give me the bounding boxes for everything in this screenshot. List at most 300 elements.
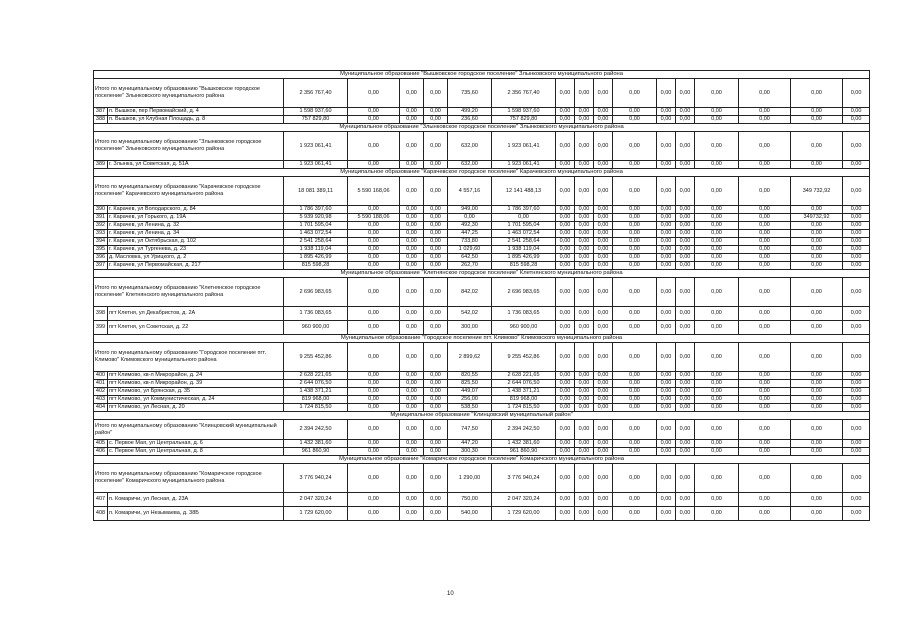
value-cell: 2 644 076,50 [284,380,348,388]
subtotal-cell: 0,00 [556,420,575,440]
value-cell: 0,00 [739,108,791,116]
value-cell: 0,00 [739,448,791,456]
value-cell: 0,00 [348,307,400,321]
value-cell: 0,00 [676,440,695,448]
value-cell: 0,00 [739,246,791,254]
subtotal-cell: 0,00 [843,420,870,440]
subtotal-cell: 0,00 [676,177,695,206]
value-cell: 349732,92 [791,214,843,222]
value-cell: 0,00 [400,448,424,456]
address-cell: г. Карачев, ул Ленина, д. 32 [108,222,284,230]
address-cell: г. Карачев, ул Горького, д. 19А [108,214,284,222]
subtotal-cell: 747,50 [448,420,492,440]
subtotal-cell: 0,00 [594,464,613,493]
value-cell: 0,00 [575,230,594,238]
subtotal-cell: 0,00 [348,343,400,372]
value-cell: 0,00 [594,372,613,380]
value-cell: 0,00 [556,222,575,230]
value-cell: 819 968,00 [284,396,348,404]
value-cell: 0,00 [791,108,843,116]
value-cell: 300,30 [448,448,492,456]
value-cell: 0,00 [739,321,791,335]
value-cell: 0,00 [556,321,575,335]
value-cell: 0,00 [594,493,613,507]
subtotal-cell: 0,00 [556,177,575,206]
value-cell: 0,00 [843,108,870,116]
value-cell: 0,00 [424,404,448,412]
value-cell: 0,00 [695,404,739,412]
value-cell: 0,00 [594,404,613,412]
subtotal-cell: 0,00 [613,132,657,161]
value-cell: 0,00 [695,246,739,254]
subtotal-cell: 0,00 [594,79,613,108]
value-cell: 0,00 [739,262,791,270]
value-cell: 0,00 [695,230,739,238]
value-cell: 1 786 397,60 [284,206,348,214]
row-number: 407 [94,493,108,507]
address-cell: пгт Клетня, ул Советская, д. 22 [108,321,284,335]
value-cell: 0,00 [594,116,613,124]
value-cell: 0,00 [791,507,843,521]
subtotal-cell: 0,00 [575,278,594,307]
municipality-header [94,335,870,343]
subtotal-cell: 3 776 940,24 [284,464,348,493]
value-cell: 0,00 [348,388,400,396]
value-cell: 0,00 [594,396,613,404]
address-cell: пгт Клетня, ул Декабристов, д. 2А [108,307,284,321]
value-cell: 0,00 [400,108,424,116]
value-cell: 815 598,28 [492,262,556,270]
report-sheet [93,70,862,521]
value-cell: 750,00 [448,493,492,507]
subtotal-cell: 0,00 [843,343,870,372]
subtotal-cell: 0,00 [613,177,657,206]
subtotal-cell: 0,00 [400,420,424,440]
value-cell: 961 860,90 [492,448,556,456]
address-cell: пгт Климово, кв-л Микрорайон, д. 24 [108,372,284,380]
value-cell: 0,00 [676,161,695,169]
row-number: 393 [94,230,108,238]
value-cell: 0,00 [613,246,657,254]
value-cell: 0,00 [556,440,575,448]
subtotal-cell: 0,00 [575,177,594,206]
subtotal-cell: 0,00 [400,343,424,372]
value-cell: 0,00 [739,388,791,396]
value-cell: 0,00 [843,307,870,321]
value-cell: 0,00 [613,206,657,214]
value-cell: 0,00 [594,161,613,169]
value-cell: 0,00 [556,388,575,396]
value-cell: 0,00 [739,116,791,124]
value-cell: 1 701 595,04 [492,222,556,230]
value-cell: 0,00 [657,161,676,169]
value-cell: 538,50 [448,404,492,412]
subtotal-label: Итого по муниципальному образованию "Злынковское городское поселение" Злынковского муниципального района [94,132,284,161]
subtotal-cell: 0,00 [594,177,613,206]
value-cell: 0,00 [594,230,613,238]
subtotal-cell: 0,00 [400,464,424,493]
subtotal-cell: 1 923 061,41 [492,132,556,161]
value-cell: 0,00 [575,507,594,521]
value-cell: 0,00 [613,396,657,404]
value-cell: 0,00 [613,238,657,246]
value-cell: 0,00 [676,116,695,124]
value-cell: 0,00 [575,262,594,270]
value-cell: 0,00 [791,262,843,270]
value-cell: 0,00 [843,448,870,456]
subtotal-cell: 0,00 [556,79,575,108]
subtotal-cell: 0,00 [739,132,791,161]
subtotal-cell: 632,00 [448,132,492,161]
value-cell: 0,00 [843,161,870,169]
value-cell: 0,00 [575,246,594,254]
value-cell: 0,00 [348,246,400,254]
address-cell: г. Карачев, ул Первомайская, д. 217 [108,262,284,270]
value-cell: 0,00 [348,380,400,388]
municipality-title: Муниципальное образование "Злынковское городское поселение" Злынковского муниципального района [94,124,870,132]
value-cell: 815 598,28 [284,262,348,270]
value-cell: 0,00 [424,262,448,270]
value-cell: 0,00 [348,404,400,412]
value-cell: 0,00 [791,238,843,246]
municipality-header [94,169,870,177]
value-cell: 0,00 [575,380,594,388]
value-cell: 0,00 [695,321,739,335]
row-number: 391 [94,214,108,222]
value-cell: 0,00 [424,380,448,388]
municipality-title: Муниципальное образование "Клетнянское городское поселение" Клетнянского муниципального района [94,270,870,278]
value-cell: 0,00 [695,440,739,448]
subtotal-cell: 0,00 [348,278,400,307]
subtotal-cell: 0,00 [424,177,448,206]
subtotal-cell: 5 590 168,06 [348,177,400,206]
value-cell: 0,00 [791,246,843,254]
value-cell: 0,00 [676,206,695,214]
value-cell: 0,00 [556,404,575,412]
address-cell: пгт Климово, ул Брянская, д. 35 [108,388,284,396]
value-cell: 0,00 [676,388,695,396]
value-cell: 632,00 [448,161,492,169]
subtotal-cell: 1 290,00 [448,464,492,493]
value-cell: 1 938 119,04 [492,246,556,254]
value-cell: 0,00 [695,254,739,262]
value-cell: 0,00 [400,307,424,321]
row-number: 388 [94,116,108,124]
value-cell: 0,00 [424,388,448,396]
value-cell: 2 541 258,64 [492,238,556,246]
subtotal-cell: 0,00 [676,343,695,372]
municipality-header [94,412,870,420]
value-cell: 0,00 [695,396,739,404]
table-row [94,214,870,222]
value-cell: 0,00 [348,222,400,230]
value-cell: 0,00 [657,108,676,116]
value-cell: 0,00 [791,493,843,507]
value-cell: 0,00 [424,448,448,456]
row-number: 401 [94,380,108,388]
value-cell: 0,00 [739,230,791,238]
value-cell: 0,00 [492,214,556,222]
value-cell: 0,00 [676,372,695,380]
value-cell: 0,00 [695,307,739,321]
subtotal-row [94,343,870,372]
table-row [94,262,870,270]
value-cell: 757 829,80 [284,116,348,124]
subtotal-cell: 0,00 [657,79,676,108]
value-cell: 1 432 381,60 [492,440,556,448]
value-cell: 0,00 [657,246,676,254]
value-cell: 0,00 [575,388,594,396]
value-cell: 0,00 [348,493,400,507]
value-cell: 0,00 [695,214,739,222]
address-cell: г. Карачев, ул Володарского, д. 84 [108,206,284,214]
value-cell: 0,00 [657,321,676,335]
value-cell: 0,00 [791,222,843,230]
value-cell: 0,00 [575,238,594,246]
value-cell: 1 923 061,41 [284,161,348,169]
value-cell: 0,00 [400,230,424,238]
value-cell: 0,00 [739,206,791,214]
value-cell: 0,00 [575,372,594,380]
value-cell: 1 432 381,60 [284,440,348,448]
value-cell: 0,00 [695,262,739,270]
value-cell: 0,00 [676,238,695,246]
value-cell: 0,00 [657,388,676,396]
subtotal-cell: 0,00 [695,79,739,108]
table-row [94,493,870,507]
value-cell: 0,00 [613,440,657,448]
value-cell: 0,00 [843,388,870,396]
value-cell: 0,00 [424,254,448,262]
value-cell: 0,00 [575,206,594,214]
subtotal-cell: 0,00 [739,420,791,440]
subtotal-cell: 0,00 [695,464,739,493]
subtotal-cell: 0,00 [791,278,843,307]
value-cell: 0,00 [424,238,448,246]
value-cell: 0,00 [400,404,424,412]
subtotal-cell: 18 081 389,11 [284,177,348,206]
table-row [94,222,870,230]
value-cell: 1 724 815,50 [492,404,556,412]
value-cell: 0,00 [575,108,594,116]
value-cell: 0,00 [657,404,676,412]
subtotal-cell: 0,00 [791,132,843,161]
address-cell: п. Комаричи, ул Лесная, д. 23А [108,493,284,507]
row-number: 398 [94,307,108,321]
value-cell: 1 729 620,00 [284,507,348,521]
value-cell: 0,00 [791,206,843,214]
subtotal-cell: 0,00 [613,420,657,440]
municipality-header [94,456,870,464]
value-cell: 819 968,00 [492,396,556,404]
value-cell: 0,00 [424,372,448,380]
value-cell: 0,00 [556,380,575,388]
table-row [94,396,870,404]
value-cell: 0,00 [676,222,695,230]
subtotal-label: Итого по муниципальному образованию "Клинцовский муниципальный район" [94,420,284,440]
table-row [94,116,870,124]
subtotal-cell: 0,00 [657,464,676,493]
value-cell: 2 644 076,50 [492,380,556,388]
value-cell: 0,00 [695,448,739,456]
table-row [94,230,870,238]
subtotal-cell: 0,00 [676,278,695,307]
value-cell: 0,00 [676,396,695,404]
value-cell: 961 860,90 [284,448,348,456]
subtotal-cell: 0,00 [613,464,657,493]
subtotal-cell: 2 899,62 [448,343,492,372]
row-number: 395 [94,246,108,254]
value-cell: 0,00 [348,507,400,521]
value-cell: 0,00 [556,254,575,262]
value-cell: 1 923 061,41 [492,161,556,169]
value-cell: 2 047 320,24 [492,493,556,507]
value-cell: 0,00 [843,238,870,246]
value-cell: 0,00 [400,380,424,388]
value-cell: 0,00 [843,206,870,214]
value-cell: 0,00 [791,307,843,321]
value-cell: 0,00 [613,222,657,230]
value-cell: 0,00 [739,507,791,521]
subtotal-cell: 0,00 [739,278,791,307]
subtotal-cell: 0,00 [676,464,695,493]
value-cell: 0,00 [575,307,594,321]
table-row [94,161,870,169]
value-cell: 1 895 426,99 [492,254,556,262]
value-cell: 0,00 [657,307,676,321]
value-cell: 0,00 [424,230,448,238]
value-cell: 960 900,00 [492,321,556,335]
value-cell: 0,00 [613,372,657,380]
value-cell: 0,00 [657,206,676,214]
table-row [94,246,870,254]
page-number: 10 [447,591,454,597]
value-cell: 0,00 [613,214,657,222]
subtotal-cell: 9 255 452,86 [284,343,348,372]
value-cell: 499,20 [448,108,492,116]
row-number: 405 [94,440,108,448]
subtotal-cell: 0,00 [348,464,400,493]
municipality-header [94,71,870,79]
value-cell: 0,00 [695,238,739,246]
value-cell: 0,00 [424,116,448,124]
value-cell: 1 701 595,04 [284,222,348,230]
row-number: 403 [94,396,108,404]
value-cell: 0,00 [843,246,870,254]
row-number: 406 [94,448,108,456]
subtotal-cell: 0,00 [424,464,448,493]
subtotal-label: Итого по муниципальному образованию "Городское поселение пгт. Климово" Климовского муниципального района [94,343,284,372]
subtotal-cell: 0,00 [739,177,791,206]
value-cell: 0,00 [400,507,424,521]
municipality-title: Муниципальное образование "Комаричское городское поселение" Комаричского муниципального района [94,456,870,464]
address-cell: д. Масловка, ул Урицкого, д. 2 [108,254,284,262]
value-cell: 1 438 371,21 [492,388,556,396]
row-number: 408 [94,507,108,521]
subtotal-cell: 0,00 [695,343,739,372]
value-cell: 0,00 [556,214,575,222]
subtotal-cell: 2 696 983,65 [284,278,348,307]
value-cell: 0,00 [400,161,424,169]
value-cell: 0,00 [575,448,594,456]
value-cell: 0,00 [613,254,657,262]
value-cell: 0,00 [594,321,613,335]
subtotal-cell: 0,00 [695,420,739,440]
subtotal-cell: 0,00 [657,177,676,206]
subtotal-cell: 0,00 [695,177,739,206]
value-cell: 0,00 [424,440,448,448]
subtotal-cell: 0,00 [575,132,594,161]
value-cell: 0,00 [657,116,676,124]
subtotal-cell: 349 732,92 [791,177,843,206]
value-cell: 0,00 [594,307,613,321]
value-cell: 820,55 [448,372,492,380]
value-cell: 2 541 258,64 [284,238,348,246]
value-cell: 0,00 [791,321,843,335]
value-cell: 0,00 [348,206,400,214]
value-cell: 0,00 [400,388,424,396]
table-row [94,507,870,521]
value-cell: 0,00 [556,230,575,238]
value-cell: 0,00 [594,108,613,116]
value-cell: 0,00 [613,116,657,124]
subtotal-cell: 735,60 [448,79,492,108]
row-number: 390 [94,206,108,214]
value-cell: 0,00 [400,440,424,448]
value-cell: 0,00 [657,396,676,404]
subtotal-cell: 0,00 [400,132,424,161]
value-cell: 0,00 [400,214,424,222]
value-cell: 447,25 [448,230,492,238]
subtotal-cell: 0,00 [575,79,594,108]
value-cell: 0,00 [348,116,400,124]
subtotal-cell: 0,00 [791,79,843,108]
value-cell: 0,00 [400,116,424,124]
subtotal-row [94,132,870,161]
value-cell: 1 438 371,21 [284,388,348,396]
value-cell: 0,00 [594,440,613,448]
value-cell: 0,00 [843,222,870,230]
table-row [94,380,870,388]
value-cell: 0,00 [676,380,695,388]
value-cell: 0,00 [613,448,657,456]
value-cell: 0,00 [556,307,575,321]
value-cell: 0,00 [594,448,613,456]
table-row [94,388,870,396]
subtotal-cell: 0,00 [348,420,400,440]
subtotal-cell: 0,00 [594,343,613,372]
subtotal-cell: 0,00 [348,132,400,161]
value-cell: 0,00 [739,493,791,507]
value-cell: 5 939 920,98 [284,214,348,222]
value-cell: 0,00 [843,440,870,448]
subtotal-label: Итого по муниципальному образованию "Комаричское городское поселение" Комаричского муниципального района [94,464,284,493]
value-cell: 0,00 [400,246,424,254]
municipality-header [94,270,870,278]
value-cell: 0,00 [348,396,400,404]
value-cell: 0,00 [575,493,594,507]
value-cell: 0,00 [657,254,676,262]
value-cell: 0,00 [657,214,676,222]
value-cell: 236,60 [448,116,492,124]
value-cell: 0,00 [594,388,613,396]
value-cell: 0,00 [613,380,657,388]
value-cell: 0,00 [676,246,695,254]
value-cell: 949,00 [448,206,492,214]
table-row [94,206,870,214]
value-cell: 0,00 [676,493,695,507]
subtotal-row [94,278,870,307]
